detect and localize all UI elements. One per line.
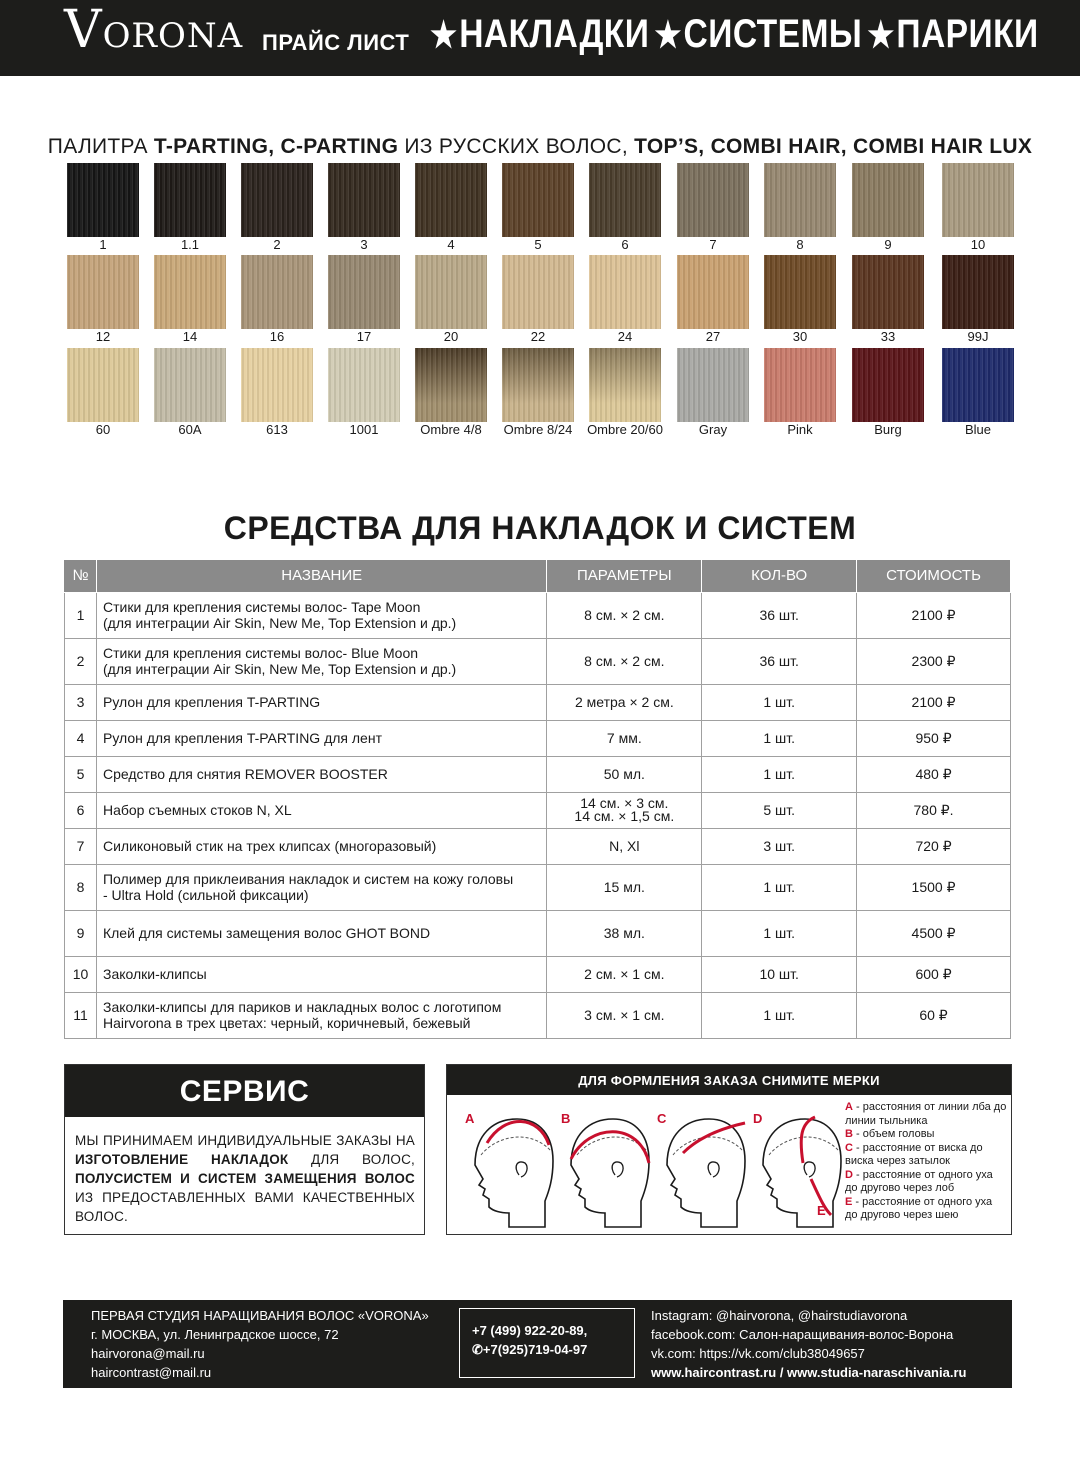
table-header-row [65, 560, 1011, 592]
color-swatch [852, 163, 924, 237]
legend-item [845, 1142, 1007, 1169]
phones-box [459, 1308, 635, 1378]
phone-number[interactable]: +7(925)719-04-97 [482, 1342, 588, 1357]
vk-link[interactable]: vk.com: https://vk.com/club38049657 [651, 1346, 865, 1361]
head-letter: C [657, 1111, 667, 1126]
color-swatch-label: 14 [182, 329, 198, 344]
color-swatch [502, 255, 574, 329]
product-params [547, 638, 702, 684]
color-swatch [241, 348, 313, 422]
product-params-line: 8 см. × 2 см. [584, 607, 665, 623]
legend-letter: A [845, 1101, 853, 1113]
color-swatch-label: 10 [970, 237, 986, 252]
product-name-line: Заколки-клипсы для париков и накладных волос с логотипом [102, 999, 502, 1015]
product-qty: 1 шт. [702, 910, 857, 956]
table-row [65, 956, 1011, 992]
color-swatch [942, 255, 1014, 329]
legend-letter: D [845, 1168, 853, 1181]
row-number: 5 [65, 756, 97, 792]
products-table [64, 560, 1011, 1039]
color-swatch-label: 9 [884, 237, 892, 252]
product-params [547, 684, 702, 720]
product-params [547, 910, 702, 956]
header-cell: КОЛ-ВО [702, 560, 857, 592]
product-params-line: N, Xl [609, 838, 640, 854]
measurements-box [446, 1064, 1012, 1235]
product-price: 2100 ₽ [857, 684, 1011, 720]
footer-address [91, 1306, 429, 1382]
color-swatch [942, 348, 1014, 422]
color-swatch-label: Ombre 8/24 [503, 422, 573, 437]
color-swatch [415, 163, 487, 237]
color-swatch [764, 348, 836, 422]
logo-text: ORONA [102, 16, 244, 56]
facebook-link[interactable]: facebook.com: Салон-наращивания-волос-Ворона [651, 1327, 954, 1342]
product-params [547, 992, 702, 1038]
star-icon: ★ [430, 13, 458, 55]
head-icon [753, 1111, 841, 1227]
product-name [96, 864, 546, 910]
product-qty: 1 шт. [702, 684, 857, 720]
legend-item [845, 1196, 1007, 1223]
color-swatch [502, 348, 574, 422]
product-price: 1500 ₽ [857, 864, 1011, 910]
table-row [65, 756, 1011, 792]
color-swatch-label: 2 [273, 237, 281, 252]
product-name-line: Заколки-клипсы [102, 966, 207, 982]
product-name [96, 828, 546, 864]
page-header [0, 0, 1080, 76]
table-row [65, 592, 1011, 638]
color-swatch-label: 1.1 [180, 237, 200, 252]
color-swatch-label: 24 [617, 329, 633, 344]
legend-letter: B [845, 1128, 853, 1140]
color-swatch-label: 613 [266, 422, 288, 437]
studio-address: г. МОСКВА, ул. Ленинградское шоссе, 72 [91, 1327, 339, 1342]
measurements-title: ДЛЯ ФОРМЛЕНИЯ ЗАКАЗА СНИМИТЕ МЕРКИ [447, 1065, 1011, 1095]
color-swatch [764, 163, 836, 237]
color-swatch-label: 17 [356, 329, 372, 344]
product-params-line: 3 см. × 1 см. [584, 1007, 665, 1023]
head-letter: D [753, 1111, 763, 1126]
color-swatch [677, 255, 749, 329]
color-swatch-label: 33 [880, 329, 896, 344]
row-number: 2 [65, 638, 97, 684]
product-price: 950 ₽ [857, 720, 1011, 756]
row-number: 4 [65, 720, 97, 756]
legend-item [845, 1169, 1007, 1196]
product-name [96, 992, 546, 1038]
product-name-line: - Ultra Hold (сильной фиксации) [102, 887, 309, 903]
product-name-line: Рулон для крепления T-PARTING для лент [102, 730, 382, 746]
category-label: НАКЛАДКИ [459, 12, 650, 56]
color-swatch [328, 163, 400, 237]
product-price: 720 ₽ [857, 828, 1011, 864]
color-swatch-label: 7 [709, 237, 717, 252]
product-params [547, 864, 702, 910]
color-swatch-label: Pink [787, 422, 813, 437]
service-text-part: ИЗ ПРЕДОСТАВЛЕННЫХ ВАМИ КАЧЕСТВЕННЫХ ВОЛОС. [75, 1190, 415, 1224]
table-row [65, 828, 1011, 864]
product-qty: 36 шт. [702, 592, 857, 638]
header-cell: № [65, 560, 97, 592]
product-params-line: 8 см. × 2 см. [584, 653, 665, 669]
product-params-line: 14 см. × 1,5 см. [574, 808, 675, 824]
color-swatch [67, 163, 139, 237]
color-swatch [677, 348, 749, 422]
product-name [96, 720, 546, 756]
measurements-legend [845, 1101, 1007, 1223]
product-params [547, 720, 702, 756]
product-qty: 1 шт. [702, 992, 857, 1038]
service-text-part: ПОЛУСИСТЕМ И СИСТЕМ ЗАМЕЩЕНИЯ ВОЛОС [75, 1171, 415, 1186]
table-row [65, 792, 1011, 828]
color-swatch [502, 163, 574, 237]
head-icon [657, 1111, 745, 1227]
product-params-line: 7 мм. [606, 730, 642, 746]
head-measurement-diagram [453, 1105, 843, 1229]
table-row [65, 720, 1011, 756]
color-swatch-label: 99J [967, 329, 989, 344]
product-params-line: 15 мл. [603, 879, 645, 895]
row-number: 6 [65, 792, 97, 828]
product-qty: 3 шт. [702, 828, 857, 864]
price-list-label: ПРАЙС ЛИСТ [262, 30, 410, 55]
row-number: 3 [65, 684, 97, 720]
product-qty: 5 шт. [702, 792, 857, 828]
color-swatch-label: 3 [360, 237, 368, 252]
product-qty: 10 шт. [702, 956, 857, 992]
color-swatch [328, 255, 400, 329]
phone-number[interactable]: +7 (499) 922-20-89, [472, 1323, 588, 1338]
palette-title-part: TOP’S, COMBI HAIR, COMBI HAIR LUX [634, 135, 1033, 158]
product-params [547, 792, 702, 828]
table-row [65, 864, 1011, 910]
product-price: 60 ₽ [857, 992, 1011, 1038]
product-name [96, 592, 546, 638]
product-params [547, 592, 702, 638]
row-number: 1 [65, 592, 97, 638]
color-swatch-label: 60 [95, 422, 111, 437]
product-name-line: Стики для крепления системы волос- Blue Moon [102, 645, 419, 661]
color-swatch-label: 5 [534, 237, 542, 252]
page-footer [63, 1300, 1012, 1388]
legend-letter: E [845, 1195, 853, 1208]
color-swatch-label: Blue [964, 422, 992, 437]
color-swatch [677, 163, 749, 237]
product-params-line: 14 см. × 3 см. [580, 795, 669, 811]
product-price: 2300 ₽ [857, 638, 1011, 684]
product-name-line: Набор съемных стоков N, XL [102, 802, 292, 818]
product-name-line: Полимер для приклеивания накладок и систем на кожу головы [102, 871, 514, 887]
legend-text: - объем головы [852, 1128, 935, 1140]
row-number: 7 [65, 828, 97, 864]
product-name-line: Клей для системы замещения волос GHOT BOND [102, 925, 431, 941]
color-swatch-label: Ombre 4/8 [420, 422, 482, 437]
color-swatch-label: Gray [698, 422, 728, 437]
table-row [65, 638, 1011, 684]
star-icon: ★ [654, 13, 682, 55]
legend-text: - расстояние от одного уха до другово через лоб [845, 1168, 993, 1194]
product-params-line: 2 см. × 1 см. [584, 966, 665, 982]
color-swatch-label: 20 [443, 329, 459, 344]
studio-name: ПЕРВАЯ СТУДИЯ НАРАЩИВАНИЯ ВОЛОС «VORONA» [91, 1308, 429, 1323]
product-name-line: Стики для крепления системы волос- Tape Moon [102, 599, 421, 615]
product-price: 480 ₽ [857, 756, 1011, 792]
row-number: 9 [65, 910, 97, 956]
color-swatch [154, 163, 226, 237]
palette-title-part: ПАЛИТРА [47, 135, 154, 158]
color-swatch [415, 348, 487, 422]
product-params-line: 38 мл. [603, 925, 645, 941]
service-box [64, 1064, 425, 1235]
color-swatch [67, 348, 139, 422]
color-swatch [328, 348, 400, 422]
legend-item [845, 1101, 1007, 1128]
header-cell: СТОИМОСТЬ [857, 560, 1011, 592]
color-swatch-label: Ombre 20/60 [587, 422, 663, 437]
color-swatch [241, 255, 313, 329]
color-swatch-label: 27 [705, 329, 721, 344]
row-number: 11 [65, 992, 97, 1038]
product-name-line: (для интеграции Air Skin, New Me, Top Extension и др.) [102, 615, 457, 631]
color-swatch-label: 6 [621, 237, 629, 252]
palette-title-part: T-PARTING, C-PARTING [153, 135, 399, 158]
color-swatch-label: 1001 [349, 422, 379, 437]
product-params [547, 828, 702, 864]
product-params [547, 756, 702, 792]
email-link[interactable]: haircontrast@mail.ru [91, 1365, 212, 1380]
product-name [96, 956, 546, 992]
color-swatch-label: 12 [95, 329, 111, 344]
palette-title [0, 135, 1080, 159]
product-price: 4500 ₽ [857, 910, 1011, 956]
vorona-logo: VORONA [64, 0, 244, 60]
color-swatch-label: 16 [269, 329, 285, 344]
color-swatch-label: 60A [178, 422, 202, 437]
whatsapp-icon: ✆ [472, 1342, 483, 1357]
product-name [96, 638, 546, 684]
section-title: СРЕДСТВА ДЛЯ НАКЛАДОК И СИСТЕМ [223, 510, 857, 546]
product-price: 2100 ₽ [857, 592, 1011, 638]
instagram-link[interactable]: Instagram: @hairvorona, @hairstudiavorona [651, 1308, 908, 1323]
color-swatch [415, 255, 487, 329]
product-qty: 36 шт. [702, 638, 857, 684]
category-label: ПАРИКИ [896, 12, 1039, 56]
row-number: 8 [65, 864, 97, 910]
product-price: 780 ₽. [857, 792, 1011, 828]
color-swatch [154, 255, 226, 329]
color-swatch-label: 1 [99, 237, 107, 252]
legend-text: - расстояние от одного уха до другово через шею [845, 1195, 993, 1221]
table-row [65, 684, 1011, 720]
color-swatch [589, 255, 661, 329]
product-params [547, 956, 702, 992]
color-swatch [942, 163, 1014, 237]
service-text [75, 1131, 415, 1226]
legend-text: - расстояния от линии лба до линии тыльника [845, 1101, 1007, 1127]
product-price: 600 ₽ [857, 956, 1011, 992]
head-letter: A [465, 1111, 475, 1126]
color-swatch-label: 4 [447, 237, 455, 252]
color-swatch-label: 30 [792, 329, 808, 344]
color-swatch [67, 255, 139, 329]
product-name [96, 756, 546, 792]
color-swatch-label: Burg [874, 422, 902, 437]
color-swatch [154, 348, 226, 422]
color-swatch [589, 348, 661, 422]
header-cell: НАЗВАНИЕ [96, 560, 546, 592]
product-qty: 1 шт. [702, 720, 857, 756]
color-swatch [852, 255, 924, 329]
table-row [65, 910, 1011, 956]
product-name-line: Рулон для крепления T-PARTING [102, 694, 321, 710]
service-title: СЕРВИС [65, 1065, 424, 1117]
product-name [96, 684, 546, 720]
service-text-part: ДЛЯ ВОЛОС, [288, 1152, 415, 1167]
product-qty: 1 шт. [702, 756, 857, 792]
product-params-line: 50 мл. [603, 766, 645, 782]
service-text-part: ИЗГОТОВЛЕНИЕ НАКЛАДОК [75, 1152, 289, 1167]
legend-letter: C [845, 1141, 853, 1154]
head-letter: B [561, 1111, 571, 1126]
color-swatch-label: 8 [796, 237, 804, 252]
head-icon [561, 1111, 649, 1227]
service-text-part: МЫ ПРИНИМАЕМ ИНДИВИДУАЛЬНЫЕ ЗАКАЗЫ НА [75, 1133, 415, 1148]
header-cell: ПАРАМЕТРЫ [547, 560, 702, 592]
product-name [96, 910, 546, 956]
color-swatch [764, 255, 836, 329]
head-letter: E [817, 1203, 826, 1218]
color-swatch [589, 163, 661, 237]
color-swatch-label: 22 [530, 329, 546, 344]
product-name-line: (для интеграции Air Skin, New Me, Top Extension и др.) [102, 661, 457, 677]
color-swatch [241, 163, 313, 237]
row-number: 10 [65, 956, 97, 992]
header-categories [430, 12, 1039, 57]
head-icon [465, 1111, 553, 1227]
product-name-line: Силиконовый стик на трех клипсах (многоразовый) [102, 838, 437, 854]
product-name [96, 792, 546, 828]
product-name-line: Средство для снятия REMOVER BOOSTER [102, 766, 388, 782]
category-label: СИСТЕМЫ [683, 12, 863, 56]
color-swatch [852, 348, 924, 422]
palette-title-part: ИЗ РУССКИХ ВОЛОС, [398, 135, 635, 158]
table-row [65, 992, 1011, 1038]
footer-social [651, 1306, 966, 1382]
product-params-line: 2 метра × 2 см. [574, 694, 674, 710]
legend-item [845, 1128, 1007, 1142]
website-link[interactable]: www.haircontrast.ru / www.studia-naraschivania.ru [651, 1365, 967, 1380]
email-link[interactable]: hairvorona@mail.ru [91, 1346, 205, 1361]
legend-text: - расстояние от виска до виска через затылок [845, 1141, 983, 1167]
product-qty: 1 шт. [702, 864, 857, 910]
product-name-line: Hairvorona в трех цветах: черный, коричневый, бежевый [102, 1015, 471, 1031]
star-icon: ★ [867, 13, 895, 55]
